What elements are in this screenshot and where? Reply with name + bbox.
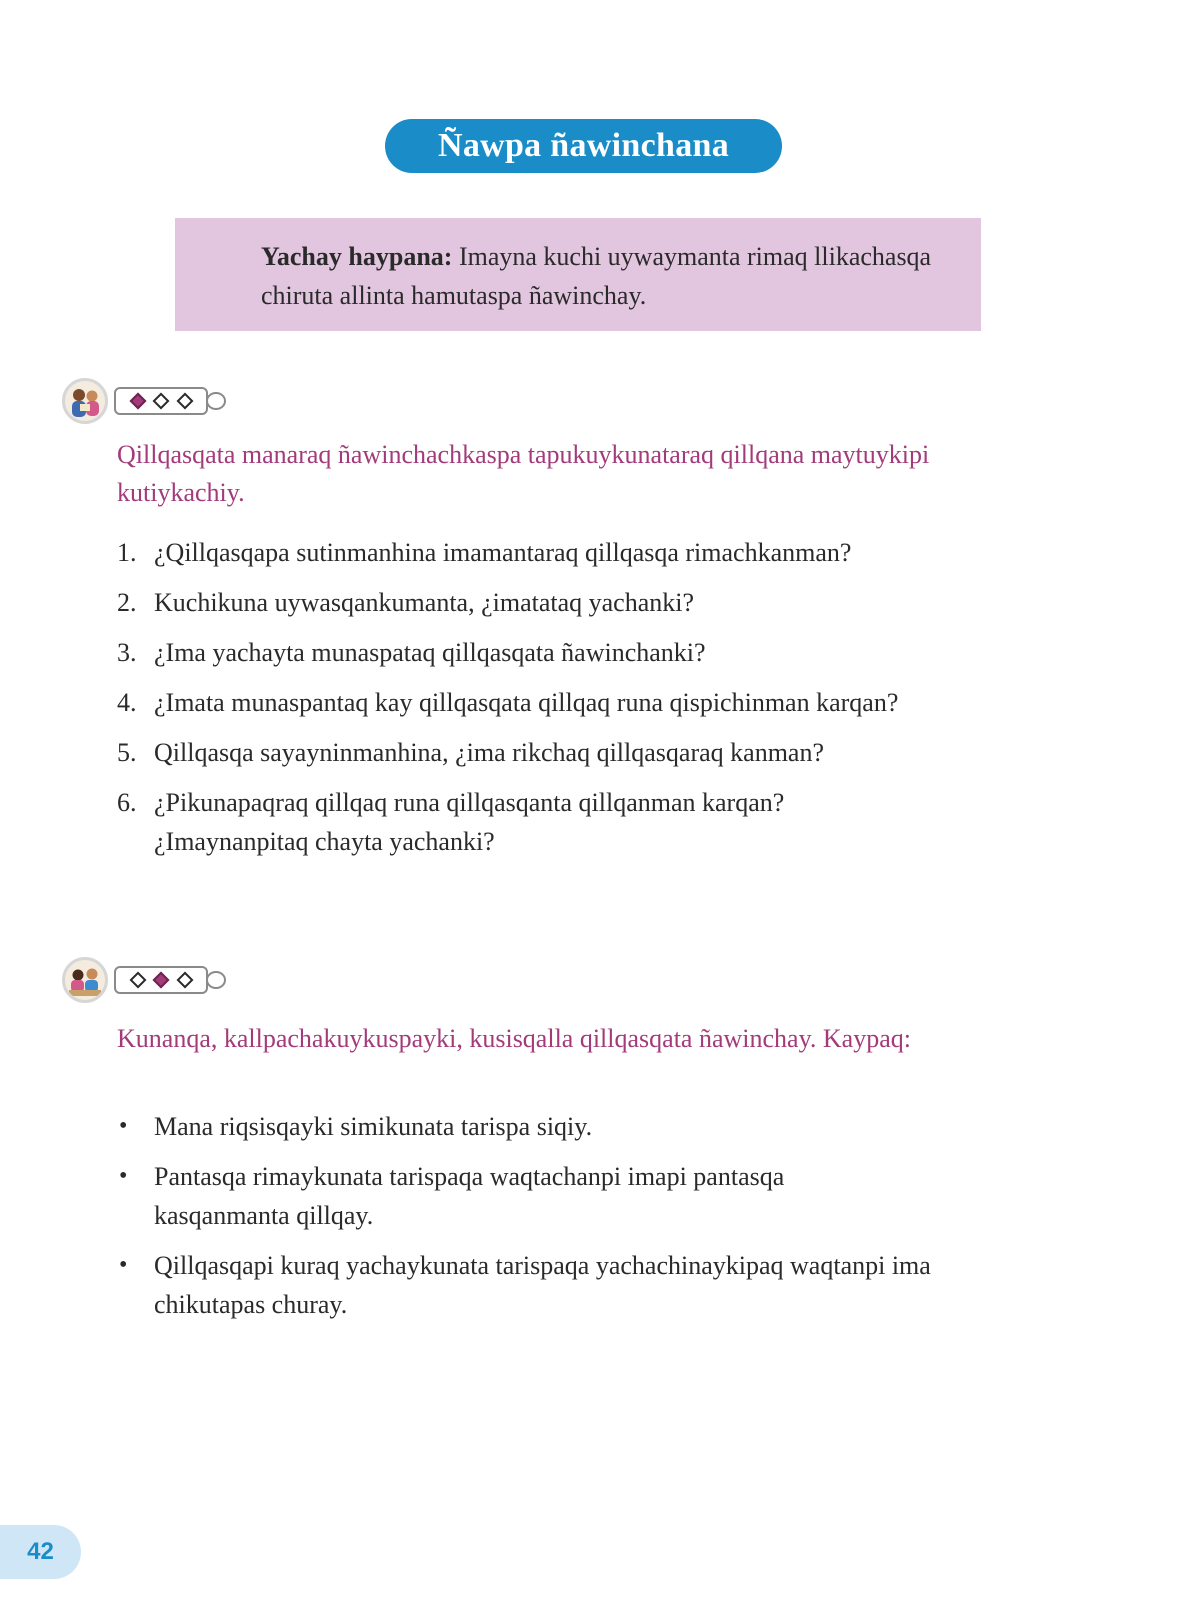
- item-text: ¿Pikunapaqraq qillqaq runa qillqasqanta qillqanman karqan? ¿Imaynanpitaq chayta yachanki?: [154, 788, 785, 856]
- list-item: [117, 583, 997, 622]
- goal-text: Imayna kuchi uywaymanta rimaq llikachasqa chiruta allinta hamutaspa ñawinchay.: [261, 242, 932, 310]
- bullet-mark: •: [119, 1163, 128, 1189]
- list-item: [117, 1246, 1034, 1324]
- list-item: [117, 633, 997, 672]
- goal-label: Yachay haypana:: [261, 242, 453, 271]
- tag-loop-icon: [206, 971, 226, 989]
- list-item: [117, 1157, 924, 1235]
- item-text: Qillqasqapi kuraq yachaykunata tarispaqa yachachinaykipaq waqtanpi ima chikutapas churay.: [154, 1251, 931, 1319]
- diamond-empty-icon: [176, 972, 193, 989]
- diamond-empty-icon: [129, 972, 146, 989]
- item-number: 5.: [117, 738, 137, 767]
- question-list: [117, 533, 997, 861]
- list-item: [117, 683, 924, 722]
- diamond-empty-icon: [153, 393, 170, 410]
- item-text: Qillqasqa sayayninmanhina, ¿ima rikchaq qillqasqaraq kanman?: [154, 738, 824, 767]
- item-text: Kuchikuna uywasqankumanta, ¿imatataq yachanki?: [154, 588, 695, 617]
- item-text: ¿Qillqasqapa sutinmanhina imamantaraq qillqasqa rimachkanman?: [154, 538, 852, 567]
- item-number: 6.: [117, 788, 137, 817]
- tag-loop-icon: [206, 392, 226, 410]
- item-number: 2.: [117, 588, 137, 617]
- item-text: Mana riqsisqayki simikunata tarispa siqiy.: [154, 1112, 593, 1141]
- list-item: [117, 783, 924, 861]
- item-text: ¿Imata munaspantaq kay qillqasqata qillqaq runa qispichinman karqan?: [154, 688, 899, 717]
- item-text: Pantasqa rimaykunata tarispaqa waqtachanpi imapi pantasqa kasqanmanta qillqay.: [154, 1162, 785, 1230]
- page-number: 42: [0, 1525, 81, 1579]
- bullet-mark: •: [119, 1252, 128, 1278]
- instruction-2: Kunanqa, kallpachakuykuspayki, kusisqalla qillqasqata ñawinchay. Kaypaq:: [117, 1024, 911, 1053]
- diamond-filled-icon: [153, 972, 170, 989]
- list-item: [117, 733, 997, 772]
- item-number: 3.: [117, 638, 137, 667]
- list-item: [117, 533, 997, 572]
- difficulty-level-tag: [114, 966, 208, 994]
- page-title: Ñawpa ñawinchana: [385, 119, 782, 173]
- activity-badge-1: [62, 377, 226, 425]
- bullet-mark: •: [119, 1113, 128, 1139]
- activity-badge-2: [62, 956, 226, 1004]
- students-at-desk-icon: [62, 957, 108, 1003]
- item-number: 4.: [117, 688, 137, 717]
- diamond-empty-icon: [176, 393, 193, 410]
- item-text: ¿Ima yachayta munaspataq qillqasqata ñawinchanki?: [154, 638, 706, 667]
- difficulty-level-tag: [114, 387, 208, 415]
- item-number: 1.: [117, 538, 137, 567]
- students-reading-icon: [62, 378, 108, 424]
- diamond-filled-icon: [129, 393, 146, 410]
- list-item: [117, 1107, 997, 1146]
- bullet-list: [117, 1107, 997, 1324]
- learning-goal-box: [175, 218, 981, 331]
- instruction-1: Qillqasqata manaraq ñawinchachkaspa tapukuykunataraq qillqana maytuykipi kutiykachiy.: [117, 440, 930, 507]
